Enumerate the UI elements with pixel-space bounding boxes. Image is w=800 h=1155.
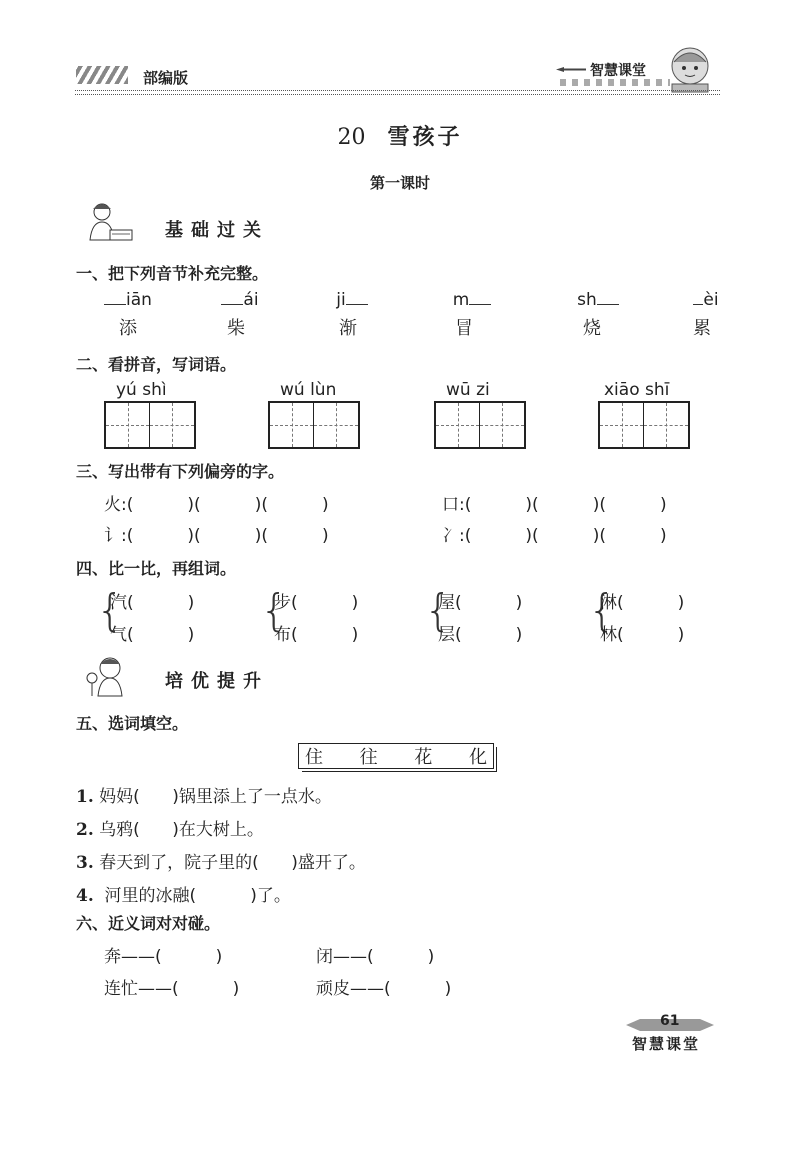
fill-blank-item[interactable]: 1. 妈妈( )锅里添上了一点水。 xyxy=(76,787,332,807)
compare-word[interactable]: 林( ) xyxy=(600,625,685,645)
section-basic-title: 基础过关 xyxy=(165,220,269,241)
hanzi-item: 冒 xyxy=(455,318,473,339)
word-option: 花 xyxy=(414,747,433,768)
pinyin-item: sh xyxy=(568,290,628,310)
brace-icon: { xyxy=(96,585,124,636)
pinyin-item: ái xyxy=(210,290,270,310)
header-dots-decoration xyxy=(560,79,670,86)
lesson-number: 20 xyxy=(337,125,366,150)
brace-icon: { xyxy=(588,585,616,636)
header-stripes-decoration xyxy=(76,66,128,84)
lesson-name: 雪孩子 xyxy=(387,125,463,150)
word-option: 往 xyxy=(359,747,378,768)
compare-word[interactable]: 屋( ) xyxy=(438,593,523,613)
compare-word[interactable]: 层( ) xyxy=(438,625,523,645)
compare-word[interactable]: 布( ) xyxy=(274,625,359,645)
synonym-item[interactable]: 闭——( ) xyxy=(316,947,435,967)
writing-grid[interactable] xyxy=(268,401,360,449)
pinyin-prompt: yú shì xyxy=(116,380,167,400)
writing-grid[interactable] xyxy=(104,401,196,449)
lesson-title xyxy=(0,120,800,151)
radical-row[interactable]: 口:( )( )( ) xyxy=(442,495,667,515)
q4-title: 四、比一比，再组词。 xyxy=(76,559,237,578)
pinyin-prompt: wū zi xyxy=(446,380,490,400)
pinyin-prompt: wú lùn xyxy=(280,380,337,400)
radical-row[interactable]: 冫:( )( )( ) xyxy=(442,526,667,546)
fill-blank-item[interactable]: 4. 河里的冰融( )了。 xyxy=(76,886,291,906)
compare-word[interactable]: 步( ) xyxy=(274,593,359,613)
footer-brand: 智慧课堂 xyxy=(632,1035,701,1053)
compare-word[interactable]: 汽( ) xyxy=(110,593,195,613)
q2-title: 二、看拼音，写词语。 xyxy=(76,355,237,374)
hanzi-item: 渐 xyxy=(339,318,357,339)
girl-mascot-icon xyxy=(664,44,716,94)
brand-label: 智慧课堂 xyxy=(590,63,646,79)
radical-row[interactable]: 火:( )( )( ) xyxy=(104,495,329,515)
fill-blank-item[interactable]: 2. 乌鸦( )在大树上。 xyxy=(76,820,264,840)
header-rule xyxy=(75,90,720,91)
writing-grid[interactable] xyxy=(434,401,526,449)
q1-title: 一、把下列音节补充完整。 xyxy=(76,264,269,283)
pinyin-item: èi xyxy=(676,290,736,310)
synonym-item[interactable]: 奔——( ) xyxy=(104,947,223,967)
pinyin-prompt: xiāo shī xyxy=(604,380,670,400)
section-advanced-title: 培优提升 xyxy=(165,671,269,692)
hanzi-item: 累 xyxy=(693,318,711,339)
girl-with-flower-icon xyxy=(82,652,132,700)
q6-title: 六、近义词对对碰。 xyxy=(76,914,221,933)
pinyin-item: m xyxy=(442,290,502,310)
synonym-item[interactable]: 连忙——( ) xyxy=(104,979,240,999)
word-bank-box xyxy=(298,743,494,769)
compare-word[interactable]: 气( ) xyxy=(110,625,195,645)
radical-row[interactable]: 讠:( )( )( ) xyxy=(104,526,329,546)
hanzi-item: 柴 xyxy=(227,318,245,339)
q3-title: 三、写出带有下列偏旁的字。 xyxy=(76,462,285,481)
writing-grid[interactable] xyxy=(598,401,690,449)
header-rule xyxy=(75,94,720,95)
hanzi-item: 添 xyxy=(119,318,137,339)
page-number: 61 xyxy=(660,1013,680,1029)
pinyin-item: ji xyxy=(322,290,382,310)
word-option: 化 xyxy=(468,747,487,768)
brace-icon: { xyxy=(424,585,452,636)
hanzi-item: 烧 xyxy=(583,318,601,339)
brace-icon: { xyxy=(260,585,288,636)
q5-title: 五、选词填空。 xyxy=(76,714,189,733)
lesson-subtitle: 第一课时 xyxy=(369,174,430,192)
pinyin-item: iān xyxy=(98,290,158,310)
edition-label: 部编版 xyxy=(143,69,189,87)
fill-blank-item[interactable]: 3. 春天到了，院子里的( )盛开了。 xyxy=(76,853,366,873)
word-option: 住 xyxy=(305,747,323,768)
compare-word[interactable]: 淋( ) xyxy=(600,593,685,613)
student-writing-icon xyxy=(80,200,136,244)
arrow-icon xyxy=(556,67,586,72)
synonym-item[interactable]: 顽皮——( ) xyxy=(316,979,452,999)
